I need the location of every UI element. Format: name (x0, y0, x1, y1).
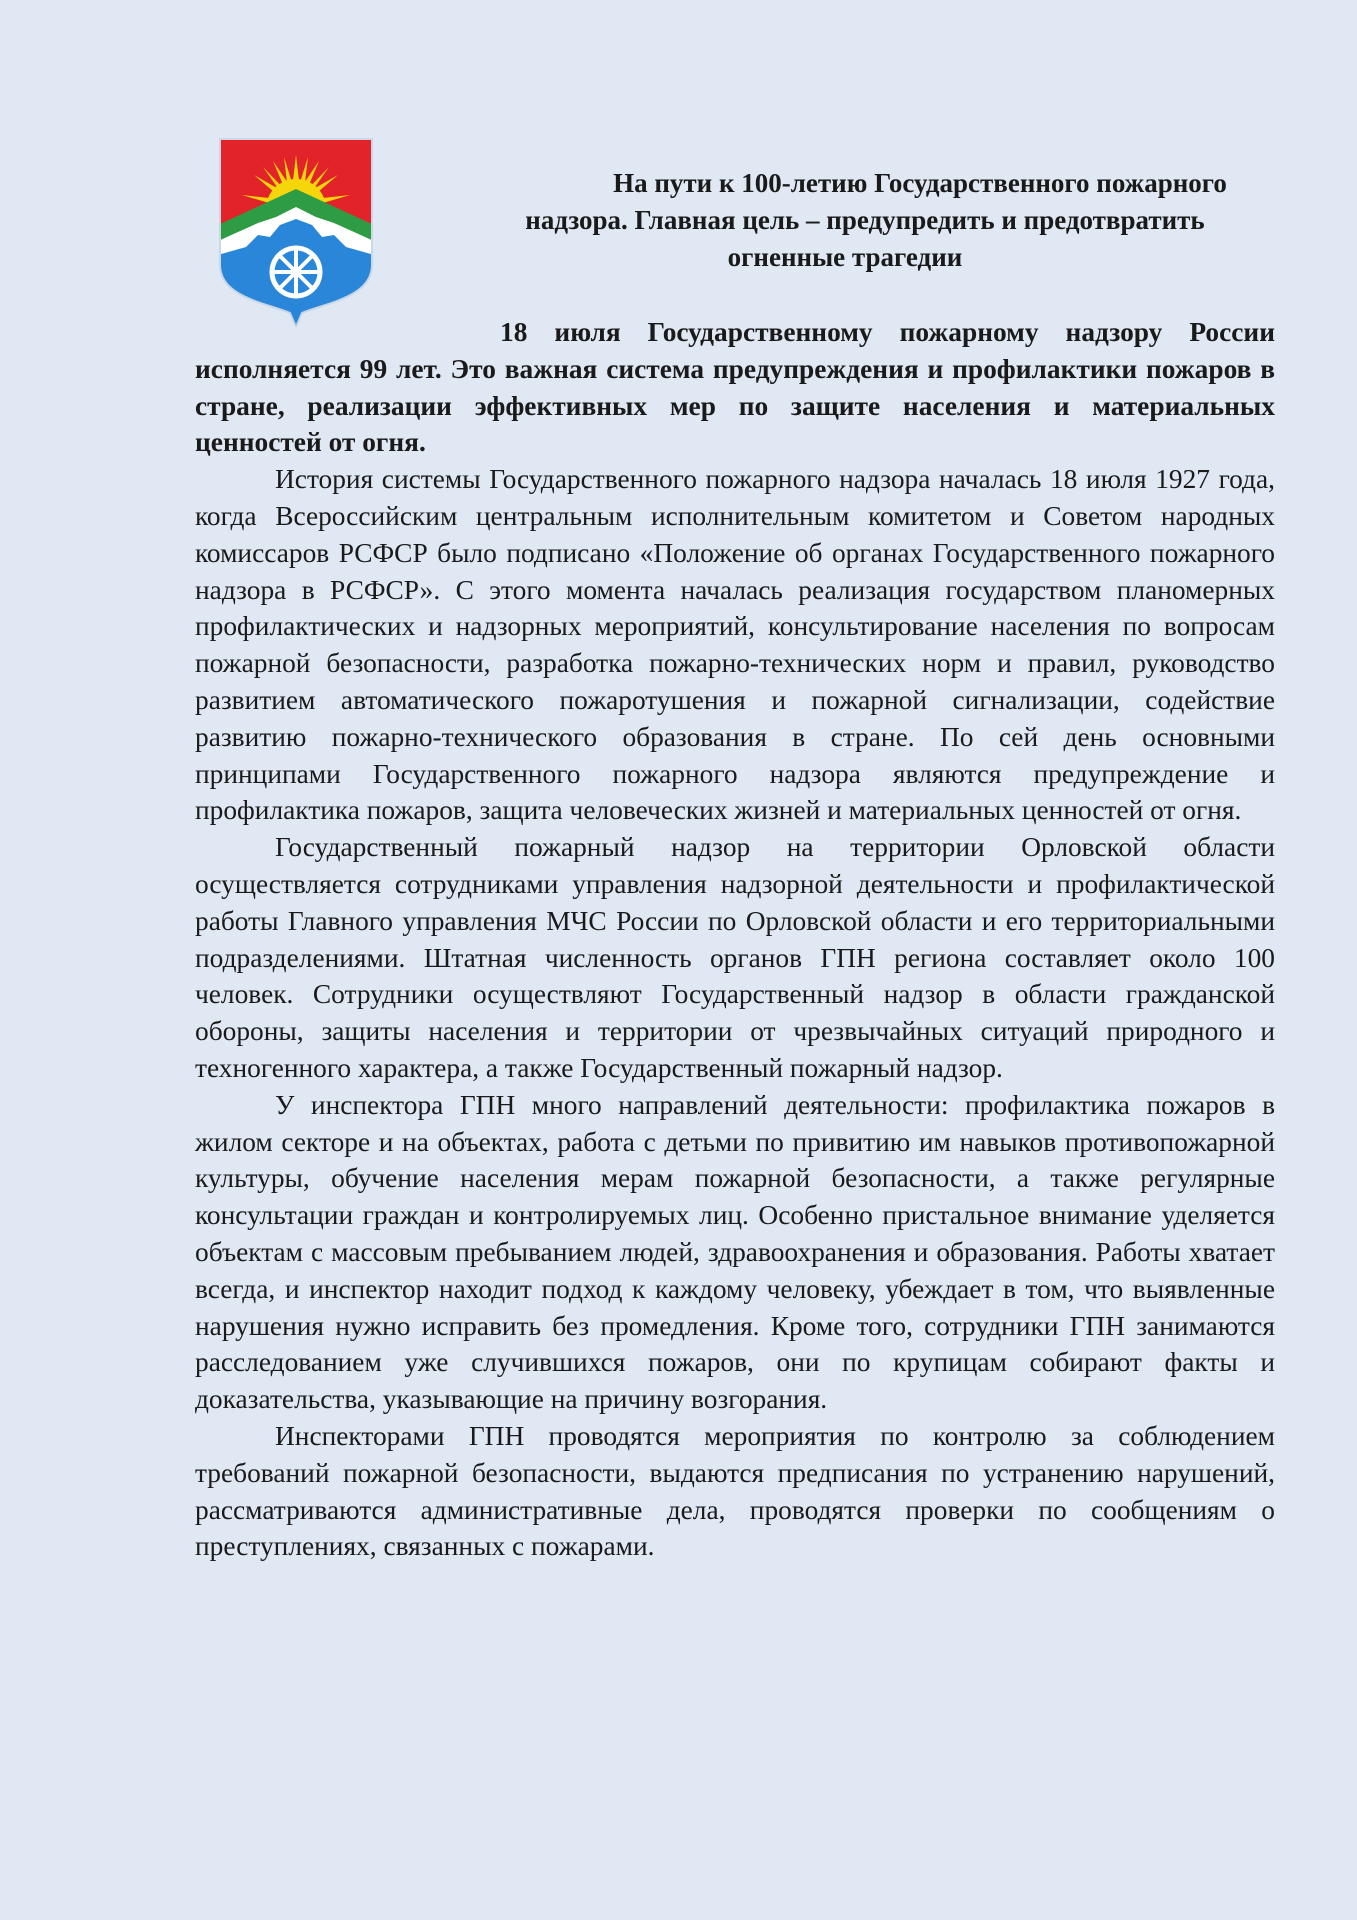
article-title (430, 165, 1260, 276)
title-line-2: надзора. Главная цель – предупредить и предотвратить (525, 205, 1205, 235)
article-body (195, 314, 1275, 1565)
paragraph-orel-region: Государственный пожарный надзор на территории Орловской области осуществляется сотрудниками управления надзорной деятельности и профилактической работы Главного управления МЧС России по Орловской области и его территориальными подразделениями. Штатная численность органов ГПН региона составляет около 100 человек. Сотрудники осуществляют Государственный надзор в области гражданской обороны, защиты населения и территории от чрезвычайных ситуаций природного и техногенного характера, а также Государственный пожарный надзор. (195, 832, 1275, 1083)
paragraph-inspector-duties: У инспектора ГПН много направлений деятельности: профилактика пожаров в жилом секторе и на объектах, работа с детьми по привитию им навыков противопожарной культуры, обучение населения мерам пожарной безопасности, а также регулярные консультации граждан и контролируемых лиц. Особенно пристальное внимание уделяется объектам с массовым пребыванием людей, здравоохранения и образования. Работы хватает всегда, и инспектор находит подход к каждому человеку, убеждает в том, что выявленные нарушения нужно исправить без промедления. Кроме того, сотрудники ГПН занимаются расследованием уже случившихся пожаров, они по крупицам собирают факты и доказательства, указывающие на причину возгорания. (195, 1089, 1275, 1415)
paragraph-control-measures: Инспекторами ГПН проводятся мероприятия по контролю за соблюдением требований пожарной безопасности, выдаются предписания по устранению нарушений, рассматриваются административные дела, проводятся проверки по сообщениям о преступлениях, связанных с пожарами. (195, 1420, 1275, 1562)
title-line-1: На пути к 100-летию Государственного пожарного (613, 168, 1227, 198)
paragraph-history: История системы Государственного пожарного надзора началась 18 июля 1927 года, когда Всероссийским центральным исполнительным комитетом и Советом народных комиссаров РСФСР было подписано «Положение об органах Государственного пожарного надзора в РСФСР». С этого момента началась реализация государством планомерных профилактических и надзорных мероприятий, консультирование населения по вопросам пожарной безопасности, разработка пожарно-технических норм и правил, руководство развитием автоматического пожаротушения и пожарной сигнализации, содействие развитию пожарно-технического образования в стране. По сей день основными принципами Государственного пожарного надзора являются предупреждение и профилактика пожаров, защита человеческих жизней и материальных ценностей от огня. (195, 464, 1275, 826)
lead-paragraph: 18 июля Государственному пожарному надзору России исполняется 99 лет. Это важная система предупреждения и профилактики пожаров в стране, реализации эффективных мер по защите населения и материальных ценностей от огня. (195, 317, 1275, 458)
title-line-3: огненные трагедии (727, 242, 963, 272)
coat-of-arms-icon (218, 137, 374, 327)
